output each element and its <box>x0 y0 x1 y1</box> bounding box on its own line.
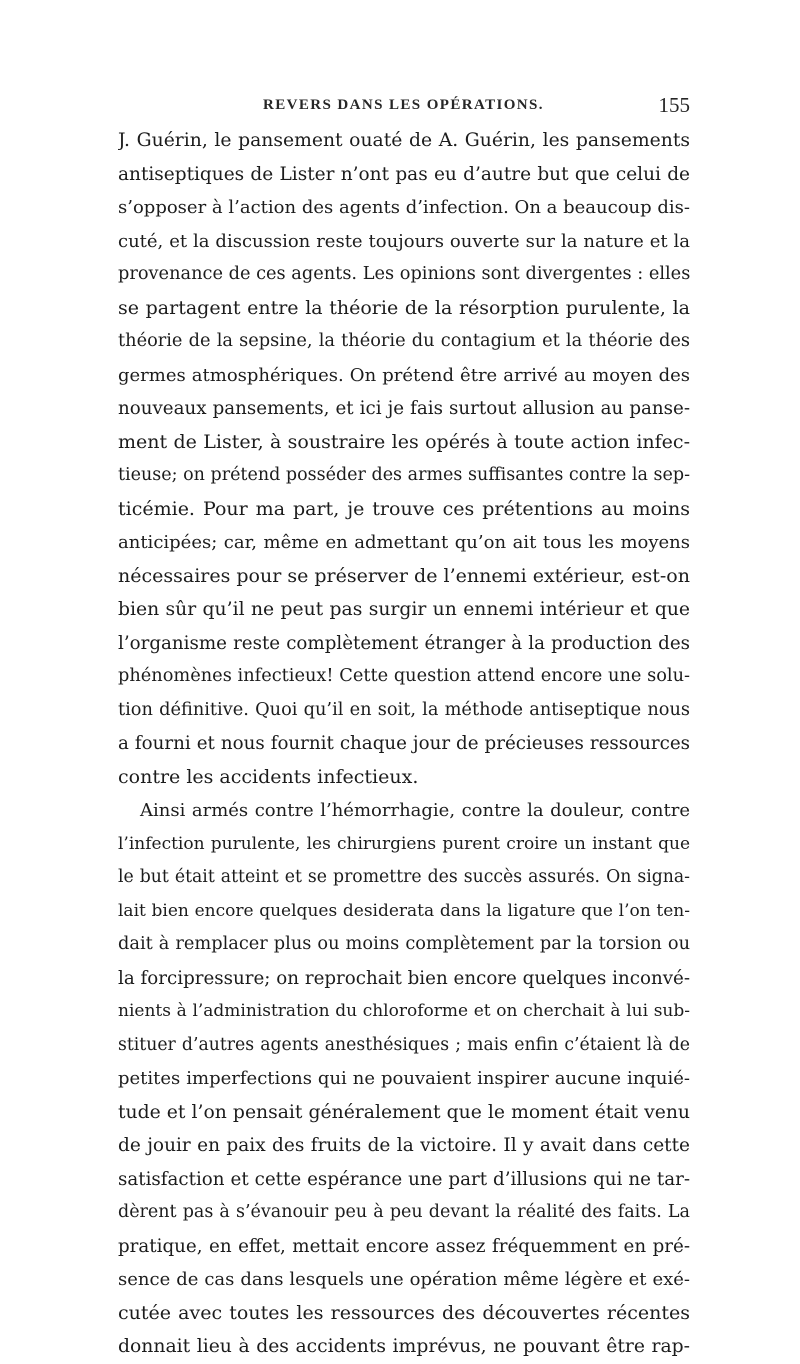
text-line: dait à remplacer plus ou moins complètement par la torsion ou <box>118 934 690 954</box>
text-line: tieuse; on prétend posséder des armes suffisantes contre la sep- <box>118 465 690 485</box>
text-line: tude et l’on pensait généralement que le moment était venu <box>118 1101 690 1123</box>
running-head <box>118 93 690 123</box>
text-line: ticémie. Pour ma part, je trouve ces prétentions au moins <box>118 497 690 520</box>
text-line: anticipées; car, même en admettant qu’on ait tous les moyens <box>118 532 690 553</box>
text-line: nouveaux pansements, et ici je fais surtout allusion au panse- <box>118 398 690 419</box>
text-line: antiseptiques de Lister n’ont pas eu d’autre but que celui de <box>118 163 690 185</box>
text-line: de jouir en paix des fruits de la victoire. Il y avait dans cette <box>118 1135 690 1156</box>
text-line: se partagent entre la théorie de la résorption purulente, la <box>118 296 690 319</box>
text-line: nécessaires pour se préserver de l’ennemi extérieur, est-on <box>118 564 690 587</box>
text-line: bien sûr qu’il ne peut pas surgir un ennemi intérieur et que <box>118 599 690 620</box>
text-line: donnait lieu à des accidents imprévus, ne pouvant être rap- <box>118 1336 690 1357</box>
page-number: 155 <box>658 93 690 117</box>
text-line: cutée avec toutes les ressources des découvertes récentes <box>118 1301 690 1324</box>
text-line: Ainsi armés contre l’hémorrhagie, contre la douleur, contre <box>140 800 690 821</box>
text-line: s’opposer à l’action des agents d’infection. On a beaucoup dis- <box>118 197 690 218</box>
text-line: l’organisme reste complètement étranger à la production des <box>118 632 690 654</box>
text-line: provenance de ces agents. Les opinions sont divergentes : elles <box>118 264 690 284</box>
text-line: phénomènes infectieux! Cette question attend encore une solu- <box>118 666 690 686</box>
text-line: contre les accidents infectieux. <box>118 765 419 788</box>
text-line: l’infection purulente, les chirurgiens purent croire un instant que <box>118 833 690 854</box>
text-line: tion définitive. Quoi qu’il en soit, la méthode antiseptique nous <box>118 699 690 720</box>
text-line: le but était atteint et se promettre des succès assurés. On signa- <box>118 867 690 887</box>
text-line: ment de Lister, à soustraire les opérés à toute action infec- <box>118 430 690 453</box>
text-line: la forcipressure; on reprochait bien encore quelques inconvé- <box>118 967 690 989</box>
text-line: lait bien encore quelques desiderata dans la ligature que l’on ten- <box>118 900 690 921</box>
text-line: J. Guérin, le pansement ouaté de A. Guérin, les pansements <box>118 130 690 151</box>
text-line: germes atmosphériques. On prétend être arrivé au moyen des <box>118 364 690 386</box>
text-line: sence de cas dans lesquels une opération même légère et exé- <box>118 1269 690 1290</box>
text-line: cuté, et la discussion reste toujours ouverte sur la nature et la <box>118 230 690 252</box>
running-head-title: REVERS DANS LES OPÉRATIONS. <box>263 97 544 113</box>
text-line: a fourni et nous fournit chaque jour de précieuses ressources <box>118 733 690 754</box>
text-line: satisfaction et cette espérance une part d’illusions qui ne tar- <box>118 1168 690 1190</box>
text-line: pratique, en effet, mettait encore assez fréquemment en pré- <box>118 1235 690 1257</box>
text-line: stituer d’autres agents anesthésiques ; mais enfin c’étaient là de <box>118 1034 690 1055</box>
body-text <box>118 124 690 1364</box>
text-line: nients à l’administration du chloroforme et on cherchait à lui sub- <box>118 1001 690 1021</box>
text-line: dèrent pas à s’évanouir peu à peu devant la réalité des faits. La <box>118 1202 690 1222</box>
text-line: petites imperfections qui ne pouvaient inspirer aucune inquié- <box>118 1068 690 1089</box>
text-line: théorie de la sepsine, la théorie du contagium et la théorie des <box>118 331 690 351</box>
